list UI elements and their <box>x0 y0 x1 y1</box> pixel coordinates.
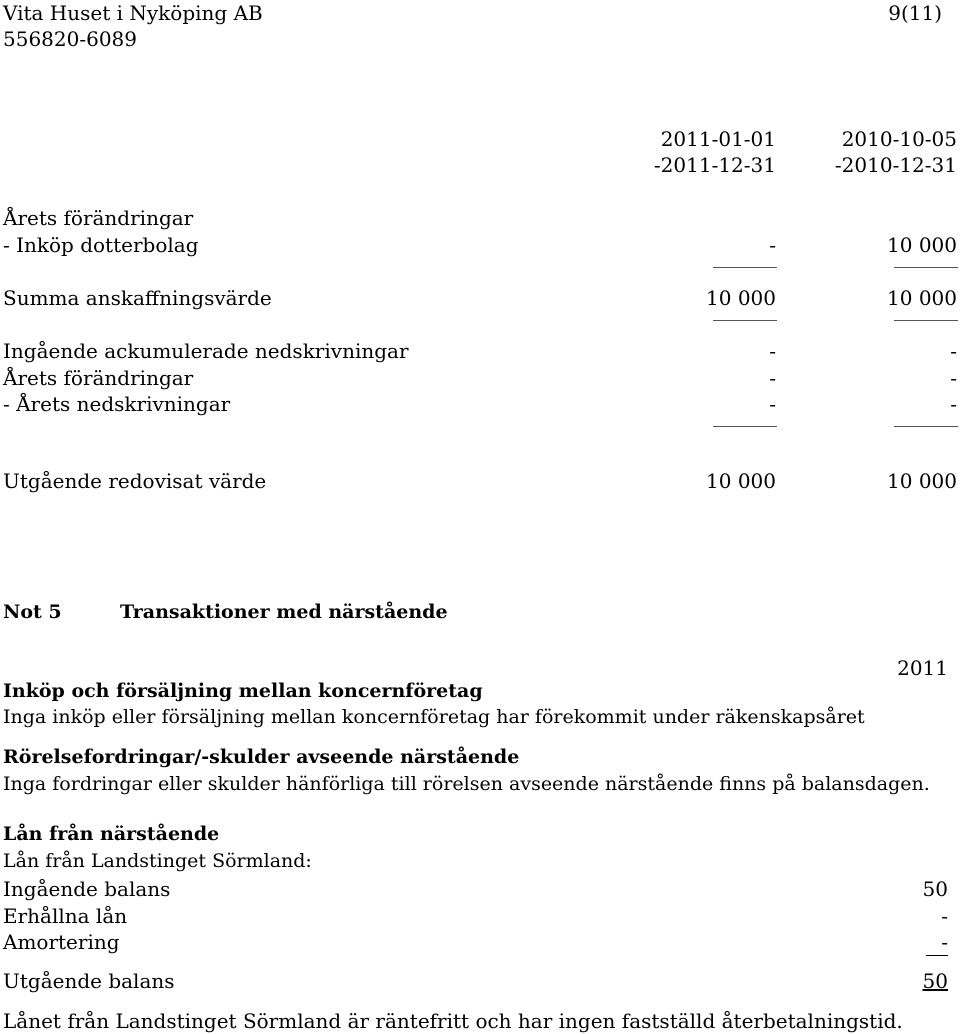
loan-row-value: - <box>941 904 948 928</box>
table-row-label: Årets förändringar <box>3 206 194 230</box>
loan-row-label: Amortering <box>3 930 120 954</box>
section-heading: Rörelsefordringar/-skulder avseende närstående <box>3 746 520 768</box>
table-row-label: Årets förändringar <box>3 366 194 390</box>
subtotal-rule <box>894 426 958 427</box>
note-year: 2011 <box>897 656 948 680</box>
table-row-value-1: 10 000 <box>706 469 776 493</box>
note-title: Transaktioner med närstående <box>120 601 448 623</box>
amortization-underline <box>926 955 948 956</box>
table-row-label: Utgående redovisat värde <box>3 469 267 493</box>
note-number: Not 5 <box>3 601 62 623</box>
table-row-value-2: - <box>950 366 957 390</box>
table-row-label: Summa anskaffningsvärde <box>3 286 272 310</box>
subtotal-rule <box>894 320 958 321</box>
section-text: Inga fordringar eller skulder hänförliga till rörelsen avseende närstående finns på balansdagen. <box>3 773 930 795</box>
table-row-value-1: - <box>769 366 776 390</box>
period-1-start: 2011-01-01 <box>660 127 776 151</box>
period-2-end: -2010-12-31 <box>834 153 957 177</box>
table-row-label: - Inköp dotterbolag <box>3 233 199 257</box>
table-row-value-1: 10 000 <box>706 286 776 310</box>
table-row-value-2: - <box>950 392 957 416</box>
loan-row-value: - <box>941 930 948 954</box>
table-row-value-2: 10 000 <box>887 469 957 493</box>
section-text: Inga inköp eller försäljning mellan koncernföretag har förekommit under räkenskapsåret <box>3 706 865 728</box>
table-row-value-1: - <box>769 233 776 257</box>
loan-row-value: 50 <box>922 877 948 901</box>
table-row-value-2: - <box>950 339 957 363</box>
loan-source: Lån från Landstinget Sörmland: <box>3 850 312 872</box>
subtotal-rule <box>894 267 958 268</box>
table-row-value-2: 10 000 <box>887 233 957 257</box>
table-row-value-2: 10 000 <box>887 286 957 310</box>
table-row-label: Ingående ackumulerade nedskrivningar <box>3 339 409 363</box>
period-2-start: 2010-10-05 <box>841 127 957 151</box>
company-name: Vita Huset i Nyköping AB <box>3 1 263 25</box>
page-number: 9(11) <box>888 1 942 25</box>
subtotal-rule <box>713 320 777 321</box>
table-row-label: - Årets nedskrivningar <box>3 392 231 416</box>
table-row-value-1: - <box>769 339 776 363</box>
footer-text: Lånet från Landstinget Sörmland är räntefritt och har ingen fastställd återbetalningstid. <box>3 1009 903 1033</box>
subtotal-rule <box>713 267 777 268</box>
loan-row-label: Utgående balans <box>3 969 175 993</box>
org-number: 556820-6089 <box>3 27 138 51</box>
section-heading: Lån från närstående <box>3 823 220 845</box>
period-1-end: -2011-12-31 <box>653 153 776 177</box>
loan-row-value: 50 <box>922 969 948 993</box>
loan-row-label: Ingående balans <box>3 877 171 901</box>
table-row-value-1: - <box>769 392 776 416</box>
section-heading: Inköp och försäljning mellan koncernföretag <box>3 680 483 702</box>
loan-row-label: Erhållna lån <box>3 904 128 928</box>
subtotal-rule <box>713 426 777 427</box>
